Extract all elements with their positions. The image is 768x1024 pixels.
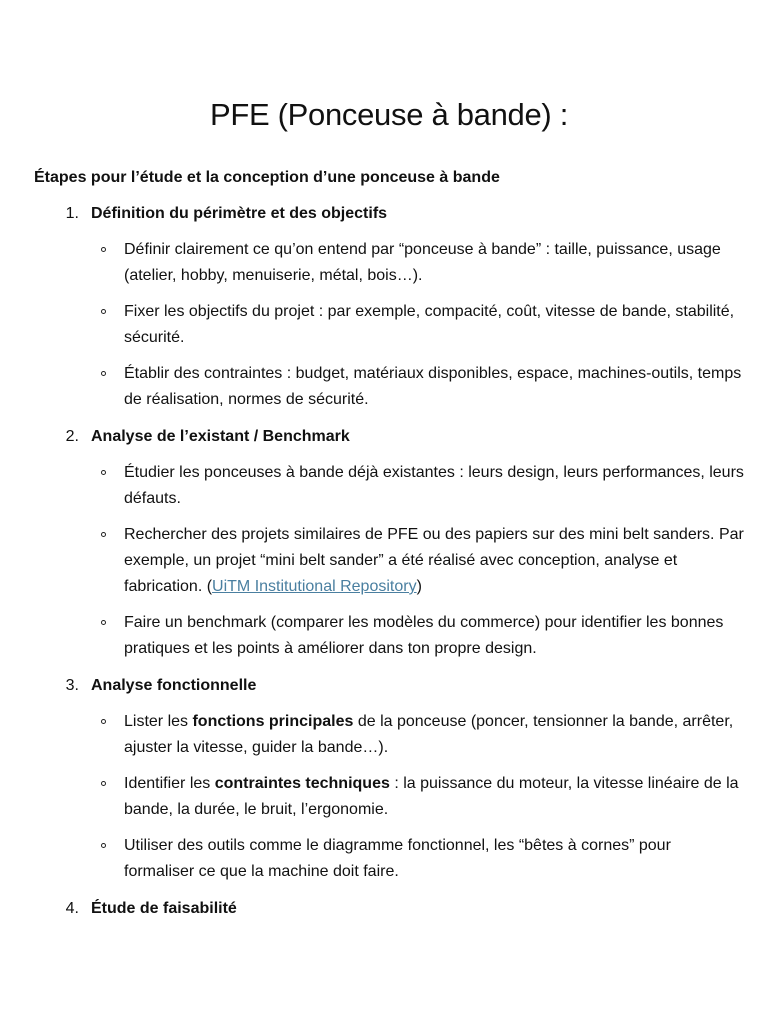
hollow-bullet-icon <box>101 620 106 625</box>
step-heading <box>34 674 744 698</box>
hollow-bullet-icon <box>101 247 106 252</box>
step-title: Analyse fonctionnelle <box>91 677 257 694</box>
list-item <box>34 771 744 823</box>
step-number: 4. <box>65 900 79 917</box>
step-title: Étude de faisabilité <box>91 900 237 917</box>
point-text: Définir clairement ce qu’on entend par “ponceuse à bande” : taille, puissance, usage (atelier, hobby, menuiserie, métal, bois…). <box>124 241 721 284</box>
point-text-before: Lister les <box>124 713 193 730</box>
hollow-bullet-icon <box>101 781 106 786</box>
point-bold-text: fonctions principales <box>192 713 354 730</box>
list-item <box>34 299 744 351</box>
uitm-repository-link[interactable]: UiTM Institutional Repository <box>212 578 417 595</box>
step-item <box>34 202 744 413</box>
hollow-bullet-icon <box>101 470 106 475</box>
hollow-bullet-icon <box>101 719 106 724</box>
list-item <box>34 709 744 761</box>
list-item <box>34 610 744 662</box>
point-text-after: ) <box>416 578 422 595</box>
point-text: Faire un benchmark (comparer les modèles du commerce) pour identifier les bonnes pratiques et les points à améliorer dans ton propre design. <box>124 614 724 657</box>
step-item <box>34 897 744 921</box>
point-text-after: : la puissance du moteur, la vitesse linéaire de la bande, la durée, le bruit, l’ergonomie. <box>124 775 739 818</box>
list-item <box>34 460 744 512</box>
hollow-bullet-icon <box>101 309 106 314</box>
step-heading <box>34 897 744 921</box>
point-text: Utiliser des outils comme le diagramme fonctionnel, les “bêtes à cornes” pour formaliser ce que la machine doit faire. <box>124 837 671 880</box>
hollow-bullet-icon <box>101 843 106 848</box>
point-text: Établir des contraintes : budget, matériaux disponibles, espace, machines-outils, temps de réalisation, normes de sécurité. <box>124 365 742 408</box>
step-points <box>34 709 744 885</box>
point-text-before: Rechercher des projets similaires de PFE ou des papiers sur des mini belt sanders. Par exemple, un projet “mini belt sander” a été réalisé avec conception, analyse et fabrication. ( <box>124 526 744 595</box>
list-item <box>34 522 744 600</box>
step-item <box>34 674 744 885</box>
point-text-after: de la ponceuse (poncer, tensionner la bande, arrêter, ajuster la vitesse, guider la bande…). <box>124 713 734 756</box>
list-item <box>34 361 744 413</box>
list-item <box>34 237 744 289</box>
step-number: 2. <box>65 428 79 445</box>
steps-list <box>34 202 744 921</box>
step-points <box>34 460 744 662</box>
step-heading <box>34 202 744 226</box>
step-item <box>34 425 744 662</box>
step-title: Analyse de l’existant / Benchmark <box>91 428 350 445</box>
point-text: Fixer les objectifs du projet : par exemple, compacité, coût, vitesse de bande, stabilité, sécurité. <box>124 303 735 346</box>
list-item <box>34 833 744 885</box>
point-text: Étudier les ponceuses à bande déjà existantes : leurs design, leurs performances, leurs défauts. <box>124 464 744 507</box>
page-title: PFE (Ponceuse à bande) : <box>209 97 569 132</box>
step-title: Définition du périmètre et des objectifs <box>91 205 388 222</box>
section-subtitle: Étapes pour l’étude et la conception d’une ponceuse à bande <box>34 169 500 186</box>
step-number: 3. <box>65 677 79 694</box>
step-points <box>34 237 744 413</box>
step-number: 1. <box>65 205 79 222</box>
point-bold-text: contraintes techniques <box>214 775 390 792</box>
hollow-bullet-icon <box>101 532 106 537</box>
step-heading <box>34 425 744 449</box>
hollow-bullet-icon <box>101 371 106 376</box>
point-text-before: Identifier les <box>124 775 215 792</box>
